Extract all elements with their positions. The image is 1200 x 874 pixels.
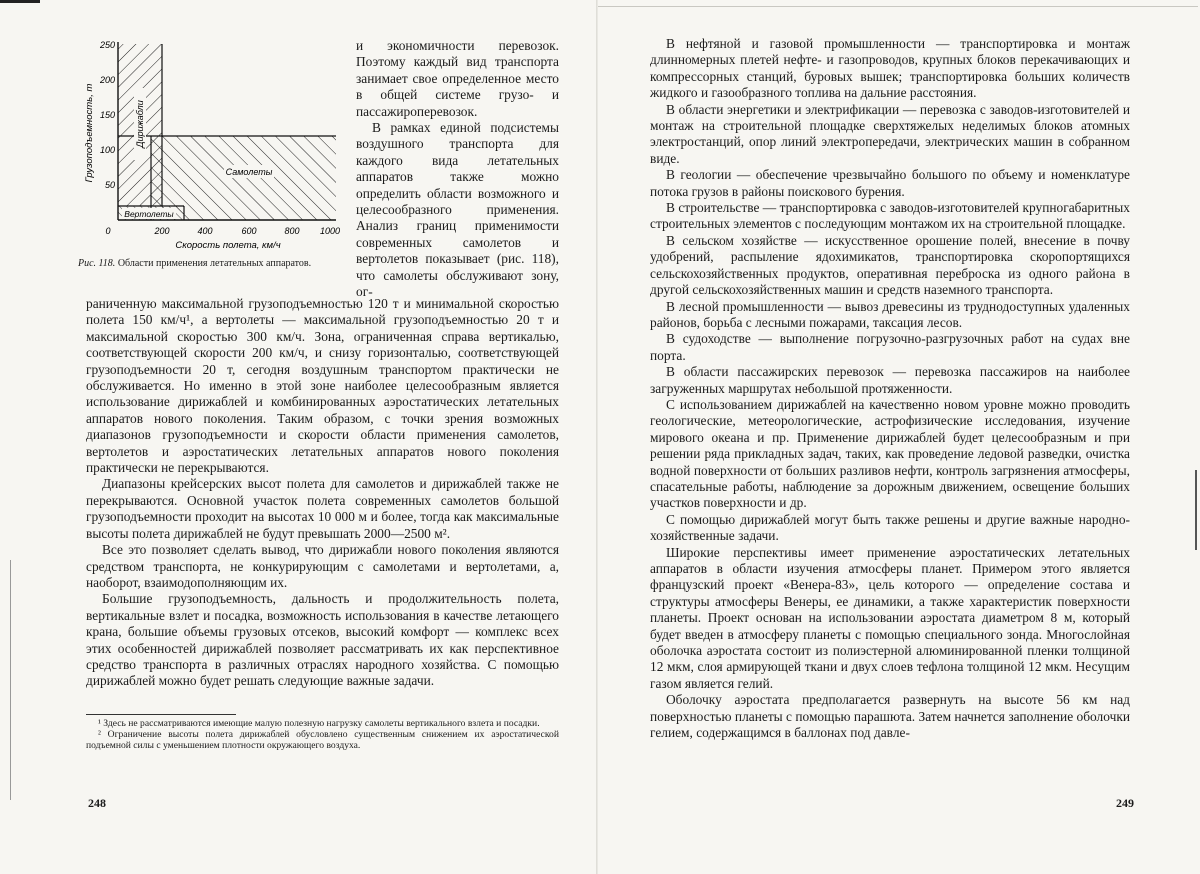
paragraph: раниченную максимальной грузоподъемностью 120 т и минимальной скоростью полета 150 км/ч¹, а вертолеты — максимальной грузоподъемностью 20 т и максимальной скоростью 300 км/ч. Зона, ограниченная справа вертикалью, соответствующей скорости 200 км/ч, и снизу горизонталью, соответствующей грузоподъемности 20 т, сегодня воздушным транспортом практически не обслуживается. Но именно в этой зоне наиболее целесообразным является использование дирижаблей и комбинированных аэростатических летательных аппаратов нового поколения. Таким образом, с точки зрения возможных диапазонов грузоподъемности и скорости области применения самолетов, вертолетов и аэростатических летательных аппаратов нового поколения практически не перекрываются.	[86, 296, 559, 476]
page-number-right: 249	[1116, 796, 1134, 810]
y-tick: 50	[104, 180, 115, 190]
figure-118	[78, 38, 341, 253]
paragraph: С помощью дирижаблей могут быть также решены и другие важные народно-хозяйственные задачи.	[650, 511, 1130, 544]
page-number-left: 248	[88, 796, 106, 810]
caption-text: Области применения летательных аппаратов.	[117, 258, 312, 269]
paragraph: Широкие перспективы имеет применение аэростатических летательных аппаратов в области изучения атмосферы планет. Примером этого является французский проект «Венера-83», цель которого — определение состава и структуры атмосферы Венеры, ее динамики, а также характеристик поверхности планеты. Проект основан на использовании аэростата диаметром 8 м, который будет введен в атмосферу планеты с помощью специального зонда. Многослойная оболочка аэростата состоит из полиэстерной алюминированной пленки толщиной 12 мкм, слоя армирующей ткани и двух слоев тефлона толщиной 12 мкм. Несущим газом является гелий.	[650, 544, 1130, 691]
caption-number: Рис. 118.	[78, 258, 116, 269]
x-axis-label: Скорость полета, км/ч	[175, 240, 281, 251]
paragraph: В области энергетики и электрификации — перевозка с заводов-изготовителей и монтаж на строительной площадке сверхтяжелых неделимых блоков атомных электростанций, опор линий электропередачи, электрических машин в собранном виде.	[650, 101, 1130, 166]
x-tick: 800	[284, 226, 300, 236]
paragraph: В лесной промышленности — вывоз древесины из труднодоступных удаленных районов, борьба с лесными пожарами, таксация лесов.	[650, 298, 1130, 330]
right-page	[598, 0, 1200, 874]
y-tick: 250	[99, 40, 115, 50]
y-tick: 100	[99, 145, 115, 155]
left-main-text	[86, 296, 559, 690]
side-column	[356, 38, 559, 301]
y-tick-labels	[99, 40, 115, 190]
label-helicopters: Вертолеты	[124, 209, 174, 219]
paragraph: Диапазоны крейсерских высот полета для самолетов и дирижаблей также не перекрываются. Основной участок полета современных самолетов большой грузоподъемности проходит на высотах 10 000 м и более, тогда как максимальные высоты полета дирижаблей не будут превышать 2000—2500 м².	[86, 476, 559, 541]
paragraph: Оболочку аэростата предполагается развернуть на высоте 56 км над поверхностью планеты с помощью парашюта. Затем начнется заполнение оболочки гелием, содержащимся в баллонах под давле-	[650, 692, 1130, 741]
paragraph: В судоходстве — выполнение погрузочно-разгрузочных работ на судах вне порта.	[650, 331, 1130, 363]
scan-artifact	[598, 6, 1198, 7]
side-paragraph: и экономичности перевозок. Поэтому каждый вид транспорта занимает свое определенное место в общей системе грузо- и пассажироперевозок.	[356, 38, 559, 119]
label-airplanes: Самолеты	[225, 167, 273, 177]
scan-artifact	[0, 0, 40, 3]
paragraph: Большие грузоподъемность, дальность и продолжительность полета, вертикальные взлет и посадка, возможность использования в качестве летающего крана, большие объемы грузовых отсеков, высокий комфорт — комплекс всех этих особенностей дирижаблей позволяет рассматривать их как перспективное средство транспорта в различных отраслях народного хозяйства. С помощью дирижаблей можно будет решать следующие важные задачи.	[86, 591, 559, 689]
x-tick: 1000	[319, 226, 341, 236]
x-tick: 0	[105, 226, 111, 236]
paragraph: Все это позволяет сделать вывод, что дирижабли нового поколения являются средством транспорта, не конкурирующим с самолетами и вертолетами, а, наоборот, взаимодополняющим их.	[86, 542, 559, 590]
x-tick-labels	[105, 226, 340, 236]
y-tick: 150	[99, 110, 115, 120]
left-page	[0, 0, 598, 874]
side-paragraph: В рамках единой подсистемы воздушного транспорта для каждого вида летательных аппаратов также можно определить области возможного и целесообразного применения. Анализ границ применимости современных самолетов и вертолетов показывает (рис. 118), что самолеты обслуживают зону, ог-	[356, 120, 559, 300]
footnote: ² Ограничение высоты полета дирижаблей обусловлено существенным снижением их аэростатической подъемной силы с уменьшением плотности окружающего воздуха.	[86, 729, 559, 751]
scan-artifact	[1195, 470, 1197, 550]
x-tick: 600	[241, 226, 257, 236]
label-airships: Дирижабли	[135, 100, 145, 148]
paragraph: В геологии — обеспечение чрезвычайно большого по объему и номенклатуре потока грузов в районы поискового бурения.	[650, 167, 1130, 199]
footnote: ¹ Здесь не рассматриваются имеющие малую полезную нагрузку самолеты вертикального взлета и посадки.	[98, 718, 540, 729]
paragraph: С использованием дирижаблей на качественно новом уровне можно проводить геологические, метеорологические, астрофизические исследования, изучение мирового океана и пр. Применение дирижаблей будет целесообразным и при решении ряда прикладных задач, таких, как проведение ледовой разведки, очистка водной поверхности от больших разливов нефти, контроль загрязнения атмосферы, спасательные работы, наблюдение за дорожным движением, освещение больших участков поверхности и др.	[650, 396, 1130, 511]
paragraph: В строительстве — транспортировка с заводов-изготовителей крупногабаритных строительных элементов с последующим монтажом их на строительной площадке.	[650, 200, 1130, 232]
x-tick: 400	[197, 226, 213, 236]
paragraph: В области пассажирских перевозок — перевозка пассажиров на наиболее загруженных маршрутах небольшой протяженности.	[650, 364, 1130, 396]
paragraph: В сельском хозяйстве — искусственное орошение полей, внесение в почву удобрений, распыление ядохимикатов, транспортировка скоропортящихся сельскохозяйственных продуктов, оперативная переброска из одного района в другой сельскохозяйственных машин и средств наземного транспорта.	[650, 232, 1130, 298]
paragraph: В нефтяной и газовой промышленности — транспортировка и монтаж длинномерных плетей нефте- и газопроводов, крупных блоков перекачивающих и компрессорных станций, буровых вышек; транспортировка больших количеств жидкого и газообразного топлива на дальние расстояния.	[650, 36, 1130, 101]
right-main-text	[650, 36, 1130, 741]
scan-artifact	[10, 560, 11, 800]
y-axis-label: Грузоподъемность, т	[84, 83, 95, 183]
figure-caption	[78, 258, 336, 270]
x-tick: 200	[154, 226, 170, 236]
footnote-rule	[86, 714, 236, 715]
footnotes	[86, 718, 559, 751]
y-tick: 200	[99, 75, 115, 85]
